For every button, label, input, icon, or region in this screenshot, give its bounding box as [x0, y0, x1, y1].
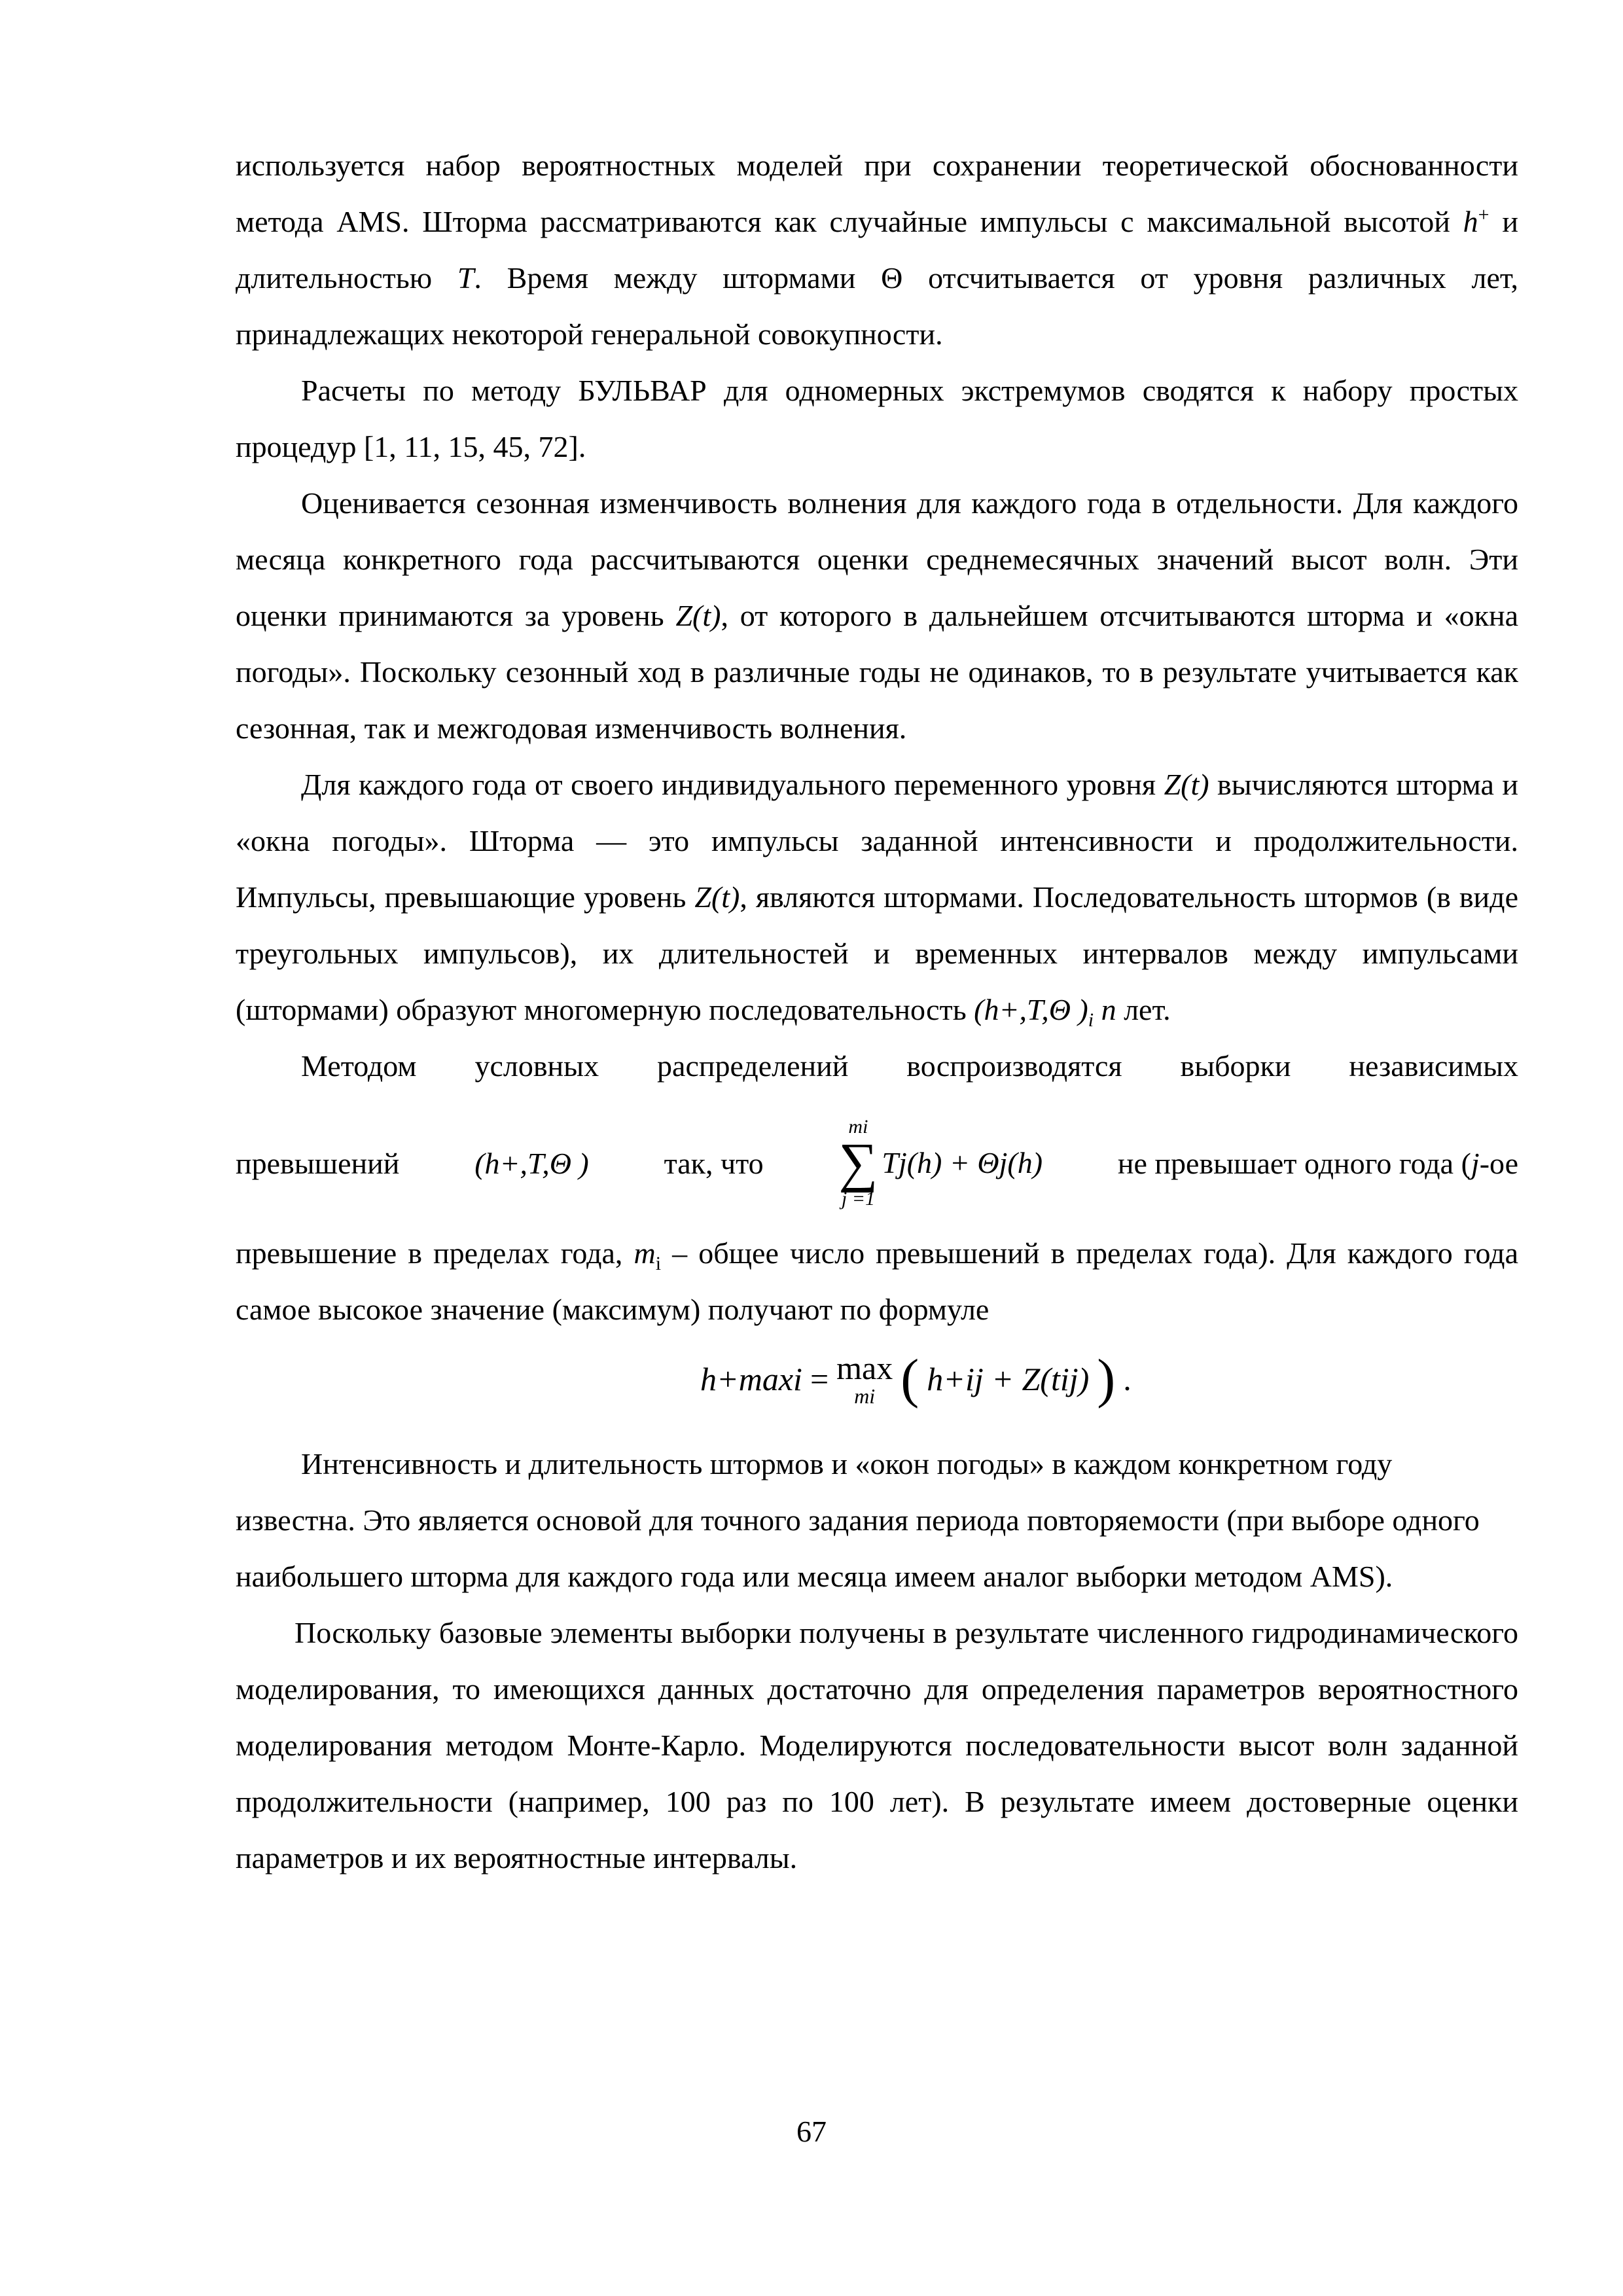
formula-body: h+ij + Z(tij) — [927, 1361, 1090, 1398]
sum-operator — [838, 1117, 878, 1209]
sum-condition-line — [236, 1101, 1518, 1225]
word-exceedances: превышений — [236, 1146, 400, 1180]
max-operator — [836, 1351, 893, 1407]
math-T: T — [457, 261, 474, 295]
sum-expression: Tj(h) + Θj(h) — [882, 1146, 1043, 1180]
sum-lower-limit: j =1 — [841, 1187, 875, 1210]
left-paren: ( — [901, 1348, 919, 1410]
sum-formula — [838, 1117, 1043, 1209]
max-label: max — [836, 1350, 893, 1386]
math-h: h — [1463, 205, 1478, 238]
paragraph-storm-model: используется набор вероятностных моделей при сохранении теоретической обоснованности метода AMS. Шторма рассматриваются как случайные импульсы с максимальной высотой h+ и длительностью T. Время между штормами Θ отсчитывается от уровня различных лет, принадлежащих некоторой генеральной совокупности. — [236, 149, 1518, 351]
paragraph-conditional-methods-rest: превышение в пределах года, $m_i$ – общее число превышений в пределах года). Для каждого года самое высокое значение (максимум) получают по формуле — [236, 1236, 1518, 1326]
formula-period: . — [1123, 1361, 1132, 1398]
math-sub-i: i — [655, 1253, 662, 1275]
right-paren: ) — [1097, 1348, 1116, 1410]
math-n: n — [1101, 993, 1116, 1026]
math-tuple: (h+,T,Θ ) — [974, 993, 1088, 1026]
math-zt: Z(t) — [1164, 768, 1209, 801]
math-plus: + — [1478, 204, 1489, 226]
math-sub-i: i — [1088, 1009, 1094, 1031]
sum-upper-limit: mi — [848, 1116, 868, 1138]
max-formula — [236, 1338, 1518, 1436]
max-subscript: mi — [854, 1384, 876, 1408]
paragraph-seasonal-variability: Оценивается сезонная изменчивость волнения для каждого года в отдельности. Для каждого месяца конкретного года рассчитываются оценки среднемесячных значений высот волн. Эти оценки принимаются за уровень Z(t), от которого в дальнейшем отсчитываются шторма и «окна погоды». Поскольку сезонный ход в различные годы не одинаков, то в результате учитывается как сезонная, так и межгодовая изменчивость волнения. — [236, 486, 1518, 745]
paragraph-storm-sequence: Для каждого года от своего индивидуального переменного уровня Z(t) вычисляются шторма и «окна погоды». Шторма — это импульсы заданной интенсивности и продолжительности. Импульсы, превышающие уровень Z(t), являются штормами. Последовательность штормов (в виде треугольных импульсов), их длительностей и временных интервалов между импульсами (штормами) образуют многомерную последовательность (h+,T,Θ )$_i$ n лет. — [236, 768, 1518, 1031]
formula-lhs: h+maxi — [700, 1361, 802, 1398]
paragraph-conditional-methods-line1: Методом условных распределений воспроизводятся выборки независимых — [301, 1049, 1518, 1083]
paragraph-bulvar-method: Расчеты по методу БУЛЬВАР для одномерных экстремумов сводятся к набору простых процедур [1, 11, 15, 45, 72]. — [236, 374, 1518, 463]
word-such-that: так, что — [664, 1146, 764, 1180]
paragraph-intensity: Интенсивность и длительность штормов и «окон погоды» в каждом конкретном году известна. Это является основой для точного задания периода повторяемости (при выборе одного наибольшего шторма для каждого года или месяца имеем аналог выборки методом AMS). — [236, 1447, 1480, 1593]
math-zt: Z(t) — [694, 880, 740, 914]
formula-equals: = — [810, 1361, 829, 1398]
math-m: m — [633, 1236, 656, 1270]
paragraph-monte-carlo: Поскольку базовые элементы выборки получены в результате численного гидродинамического моделирования, то имеющихся данных достаточно для определения параметров вероятностного моделирования методом Монте-Карло. Моделируются последовательности высот волн заданной продолжительности (например, 100 раз по 100 лет). В результате имеем достоверные оценки параметров и их вероятностные интервалы. — [236, 1616, 1518, 1874]
word-not-exceed: не превышает одного года (j-ое — [1117, 1146, 1518, 1180]
math-tuple: (h+,T,Θ ) — [474, 1146, 589, 1180]
math-theta: Θ — [881, 261, 903, 295]
page-body — [236, 137, 1518, 1886]
math-zt: Z(t) — [675, 599, 721, 632]
page-number: 67 — [796, 2115, 827, 2148]
sigma-symbol: ∑ — [838, 1132, 878, 1194]
